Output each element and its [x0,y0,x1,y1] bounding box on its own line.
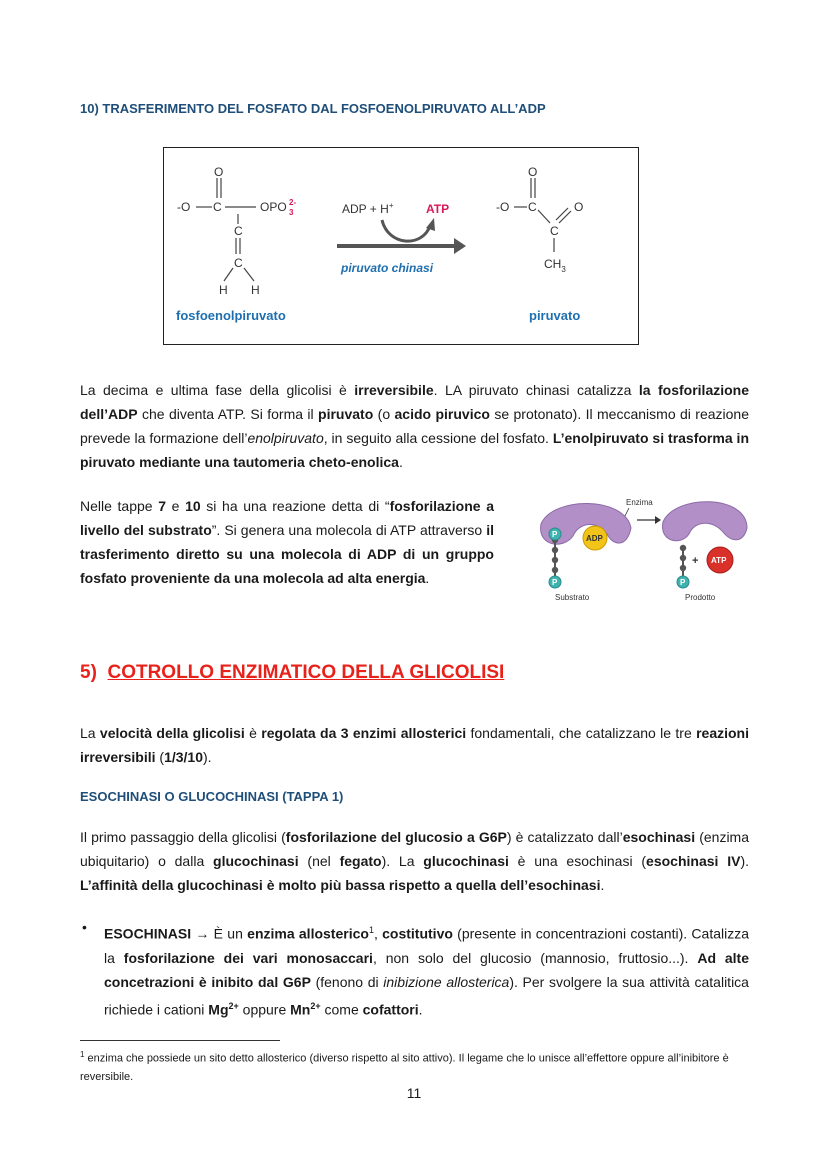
phosphate-sub: 3 [289,208,294,217]
product-methyl: $CH_3$ [544,257,566,274]
product-c1: C [528,200,537,214]
reactant-anion-o: -O [177,200,191,214]
product-name: piruvato [529,308,581,323]
page-number: 11 [406,1085,422,1101]
product-carbonyl-o: O [528,165,538,179]
curved-arrow [382,220,430,241]
reactant-carbonyl-o: O [214,165,224,179]
adp-label: ADP [586,534,603,543]
plus-sign: + [692,555,699,567]
reaction-figure [163,147,639,345]
product-keto-o: O [574,200,584,214]
reaction-diagram [164,148,638,344]
atp-label: ATP [711,556,727,565]
p-label-1: P [552,530,558,539]
p-label-2: P [552,578,558,587]
enzyme-figure [533,494,751,606]
reactant-c1: C [213,200,222,214]
paragraph-glycolysis-regulation: La velocità della glicolisi è regolata da 3 enzimi allosterici fondamentali, che catalizzano le tre reazioni irreversibili (1/3/10). [80,725,749,765]
enzyme-label: piruvato chinasi [341,261,434,275]
reactant-c3: C [234,256,243,270]
enzyme-word-label: Enzima [626,498,653,507]
paragraph-first-step: Il primo passaggio della glicolisi (fosforilazione del glucosio a G6P) è catalizzato dall’esochinasi (enzima ubiquitario) o dalla glucochinasi (nel fegato). La glucochinasi è una esochinasi (esochinasi IV). L’affinità della glucochinasi è molto più bassa rispetto a quella dell’esochinasi. [80,829,750,893]
phosphate-group: OPO [260,200,287,214]
reaction-arrow-head [454,238,466,254]
footnote-separator [80,1040,280,1041]
section-5-title: 5) COTROLLO ENZIMATICO DELLA GLICOLISI [80,662,505,683]
paragraph-substrate-phosphorylation: Nelle tappe 7 e 10 si ha una reazione detta di “fosforilazione a livello del substrato”. Si genera una molecola di ATP attraverso il trasferimento diretto su una molecola di ADP di un gruppo fosfato proveniente da una molecola ad alta energia. [80,498,494,586]
product-label: Prodotto [685,593,716,602]
reactant-structure [196,178,256,281]
substrate-label: Substrato [555,593,590,602]
arrow-right-product: ATP [426,202,450,216]
paragraph-pyruvate-kinase: La decima e ultima fase della glicolisi è irreversibile. LA piruvato chinasi catalizza la fosforilazione dell’ADP che diventa ATP. Si forma il piruvato (o acido piruvico se protonato). Il meccanismo di reazione prevede la formazione dell’enolpiruvato, in seguito alla cessione del fosfato. L’enolpiruvato si trasforma in piruvato mediante una tautomeria cheto-enolica. [80,382,750,470]
product-c2: C [550,224,559,238]
subsection-hexokinase-title: ESOCHINASI O GLUCOCHINASI (TAPPA 1) [80,789,344,804]
reactant-c2: C [234,224,243,238]
bullet-hexokinase: ESOCHINASI → È un enzima allosterico$^1$, costitutivo (presente in concentrazioni costanti). Catalizza la fosforilazione dei vari monosaccari, non solo del glucosio (mannosio, fruttosio...). Ad alte concetrazioni è inibito dal G6P (fenono di inibizione allosterica). Per svolgere la sua attività catalitica richiede i cationi $Mg^{2+}$ oppure $Mn^{2+}$ come cofattori. [104,925,749,1018]
bullet-marker: • [82,919,87,935]
reactant-name: fosfoenolpiruvato [176,308,286,323]
transition-arrow-head [655,516,661,524]
section-10-title: 10) TRASFERIMENTO DEL FOSFATO DAL FOSFOENOLPIRUVATO ALL’ADP [80,101,546,116]
arrow-left-reagents: ADP + H+ [342,201,394,216]
reactant-h1: H [219,283,228,297]
reactant-h2: H [251,283,260,297]
product-anion-o: -O [496,200,510,214]
enzyme-right-shape [663,502,747,541]
enzyme-diagram [533,494,751,606]
product-structure [514,178,571,252]
p-label-3: P [680,578,686,587]
phosphate-sup: 2- [289,198,297,207]
footnote: $^1$ enzima che possiede un sito detto allosterico (diverso rispetto al sito attivo). Il legame che lo unisce all’effettore oppure all’inibitore è reversibile. [80,1050,729,1083]
